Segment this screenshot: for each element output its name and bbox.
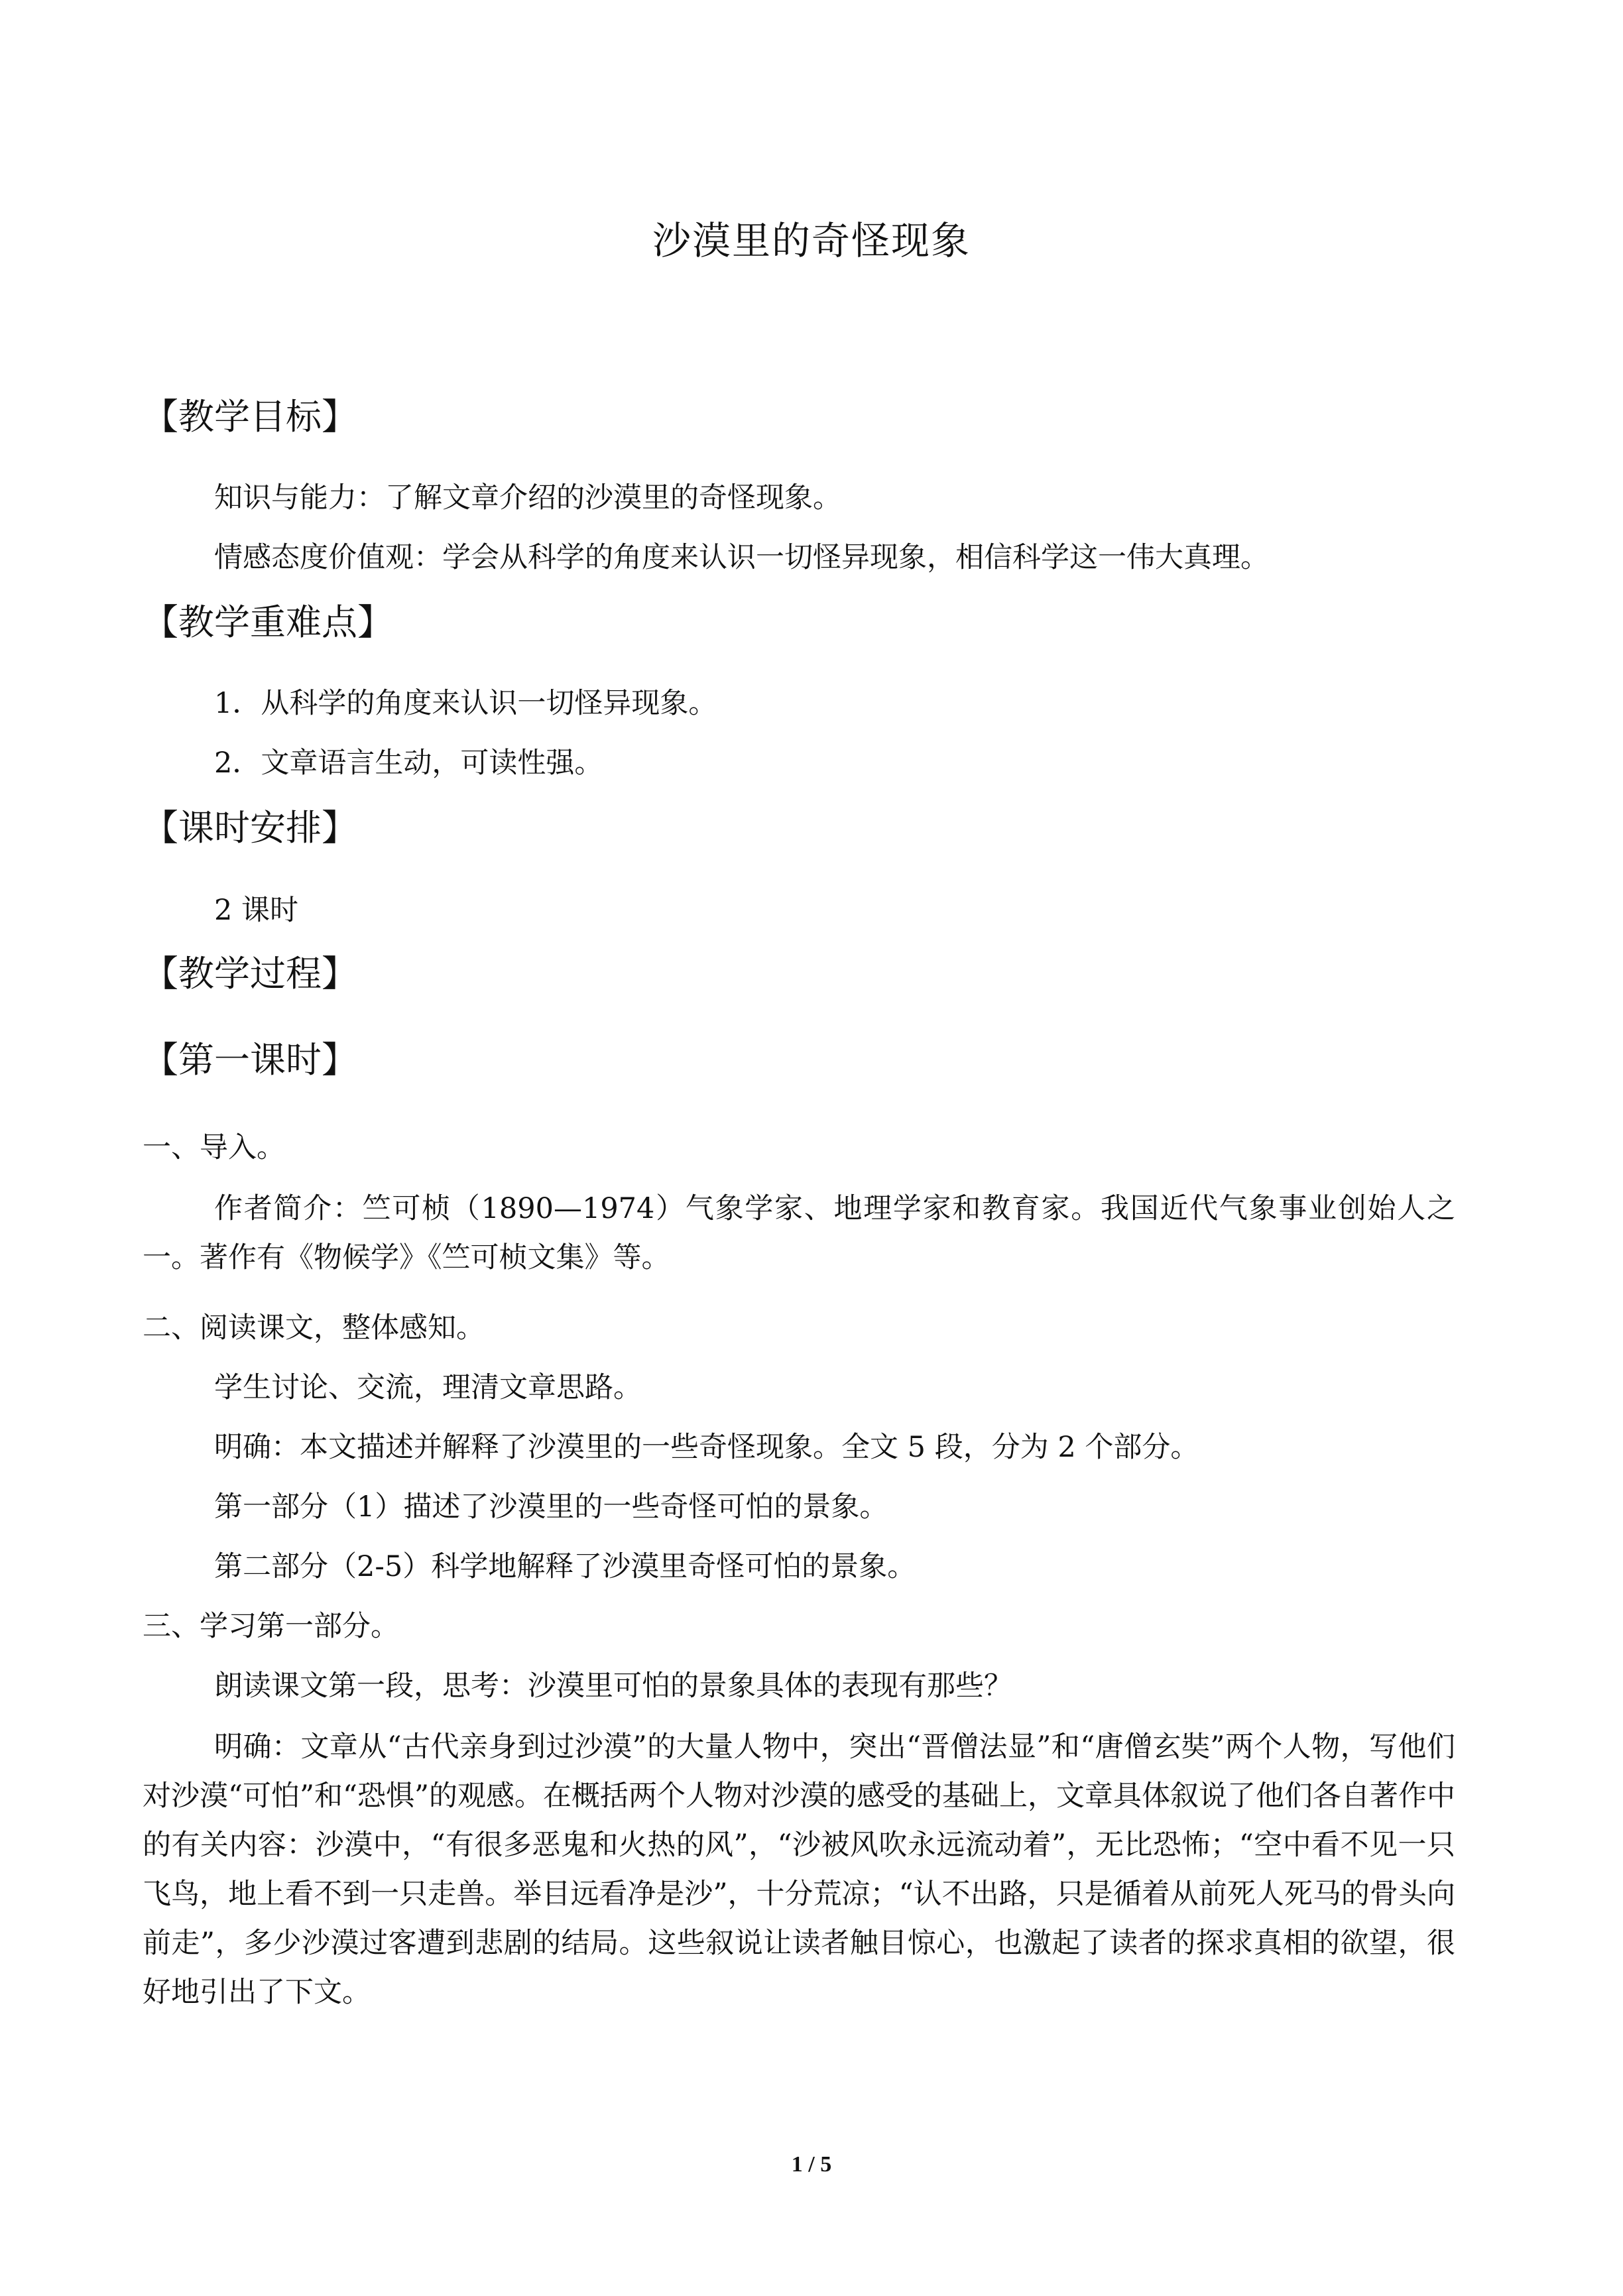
step-2-part-2: 第二部分（2-5）科学地解释了沙漠里奇怪可怕的景象。 [214,1550,916,1583]
page-title: 沙漠里的奇怪现象 [652,218,971,263]
section-heading-objectives: 【教学目标】 [143,396,357,438]
schedule-value: 2 课时 [214,894,299,927]
objective-emotion: 情感态度价值观：学会从科学的角度来认识一切怪异现象，相信科学这一伟大真理。 [214,541,1269,574]
step-2-clarification: 明确：本文描述并解释了沙漠里的一些奇怪现象。全文 5 段，分为 2 个部分。 [214,1431,1199,1464]
key-point-2: 2．文章语言生动，可读性强。 [214,747,603,780]
author-intro-paragraph: 作者简介：竺可桢（1890—1974）气象学家、地理学家和教育家。我国近代气象事业创始人之一。著作有《物候学》《竺可桢文集》等。 [143,1192,1455,1274]
section-heading-lesson-1: 【第一课时】 [143,1039,357,1081]
step-2-discussion: 学生讨论、交流，理清文章思路。 [214,1371,642,1404]
key-point-1: 1．从科学的角度来认识一切怪异现象。 [214,687,717,720]
section-heading-schedule: 【课时安排】 [143,807,357,849]
section-heading-key-points: 【教学重难点】 [143,601,393,643]
step-1-heading: 一、导入。 [143,1131,285,1164]
objective-knowledge: 知识与能力：了解文章介绍的沙漠里的奇怪现象。 [214,481,841,514]
step-3-question: 朗读课文第一段，思考：沙漠里可怕的景象具体的表现有那些？ [214,1669,1012,1703]
step-3-heading: 三、学习第一部分。 [143,1610,399,1643]
step-3-answer-paragraph: 明确：文章从“古代亲身到过沙漠”的大量人物中，突出“晋僧法显”和“唐僧玄奘”两个人物，写他们对沙漠“可怕”和“恐惧”的观感。在概括两个人物对沙漠的感受的基础上，文章具体叙说了他们各自著作中的有关内容：沙漠中，“有很多恶鬼和火热的风”，“沙被风吹永远流动着”，无比恐怖；“空中看不见一只飞鸟，地上看不到一只走兽。举目远看净是沙”，十分荒凉；“认不出路，只是循着从前死人死马的骨头向前走”，多少沙漠过客遭到悲剧的结局。这些叙说让读者触目惊心，也激起了读者的探求真相的欲望，很好地引出了下文。 [143,1730,1455,2009]
step-2-part-1: 第一部分（1）描述了沙漠里的一些奇怪可怕的景象。 [214,1490,888,1524]
section-heading-process: 【教学过程】 [143,953,357,995]
step-2-heading: 二、阅读课文，整体感知。 [143,1311,485,1345]
page-number: 1 / 5 [791,2152,832,2177]
